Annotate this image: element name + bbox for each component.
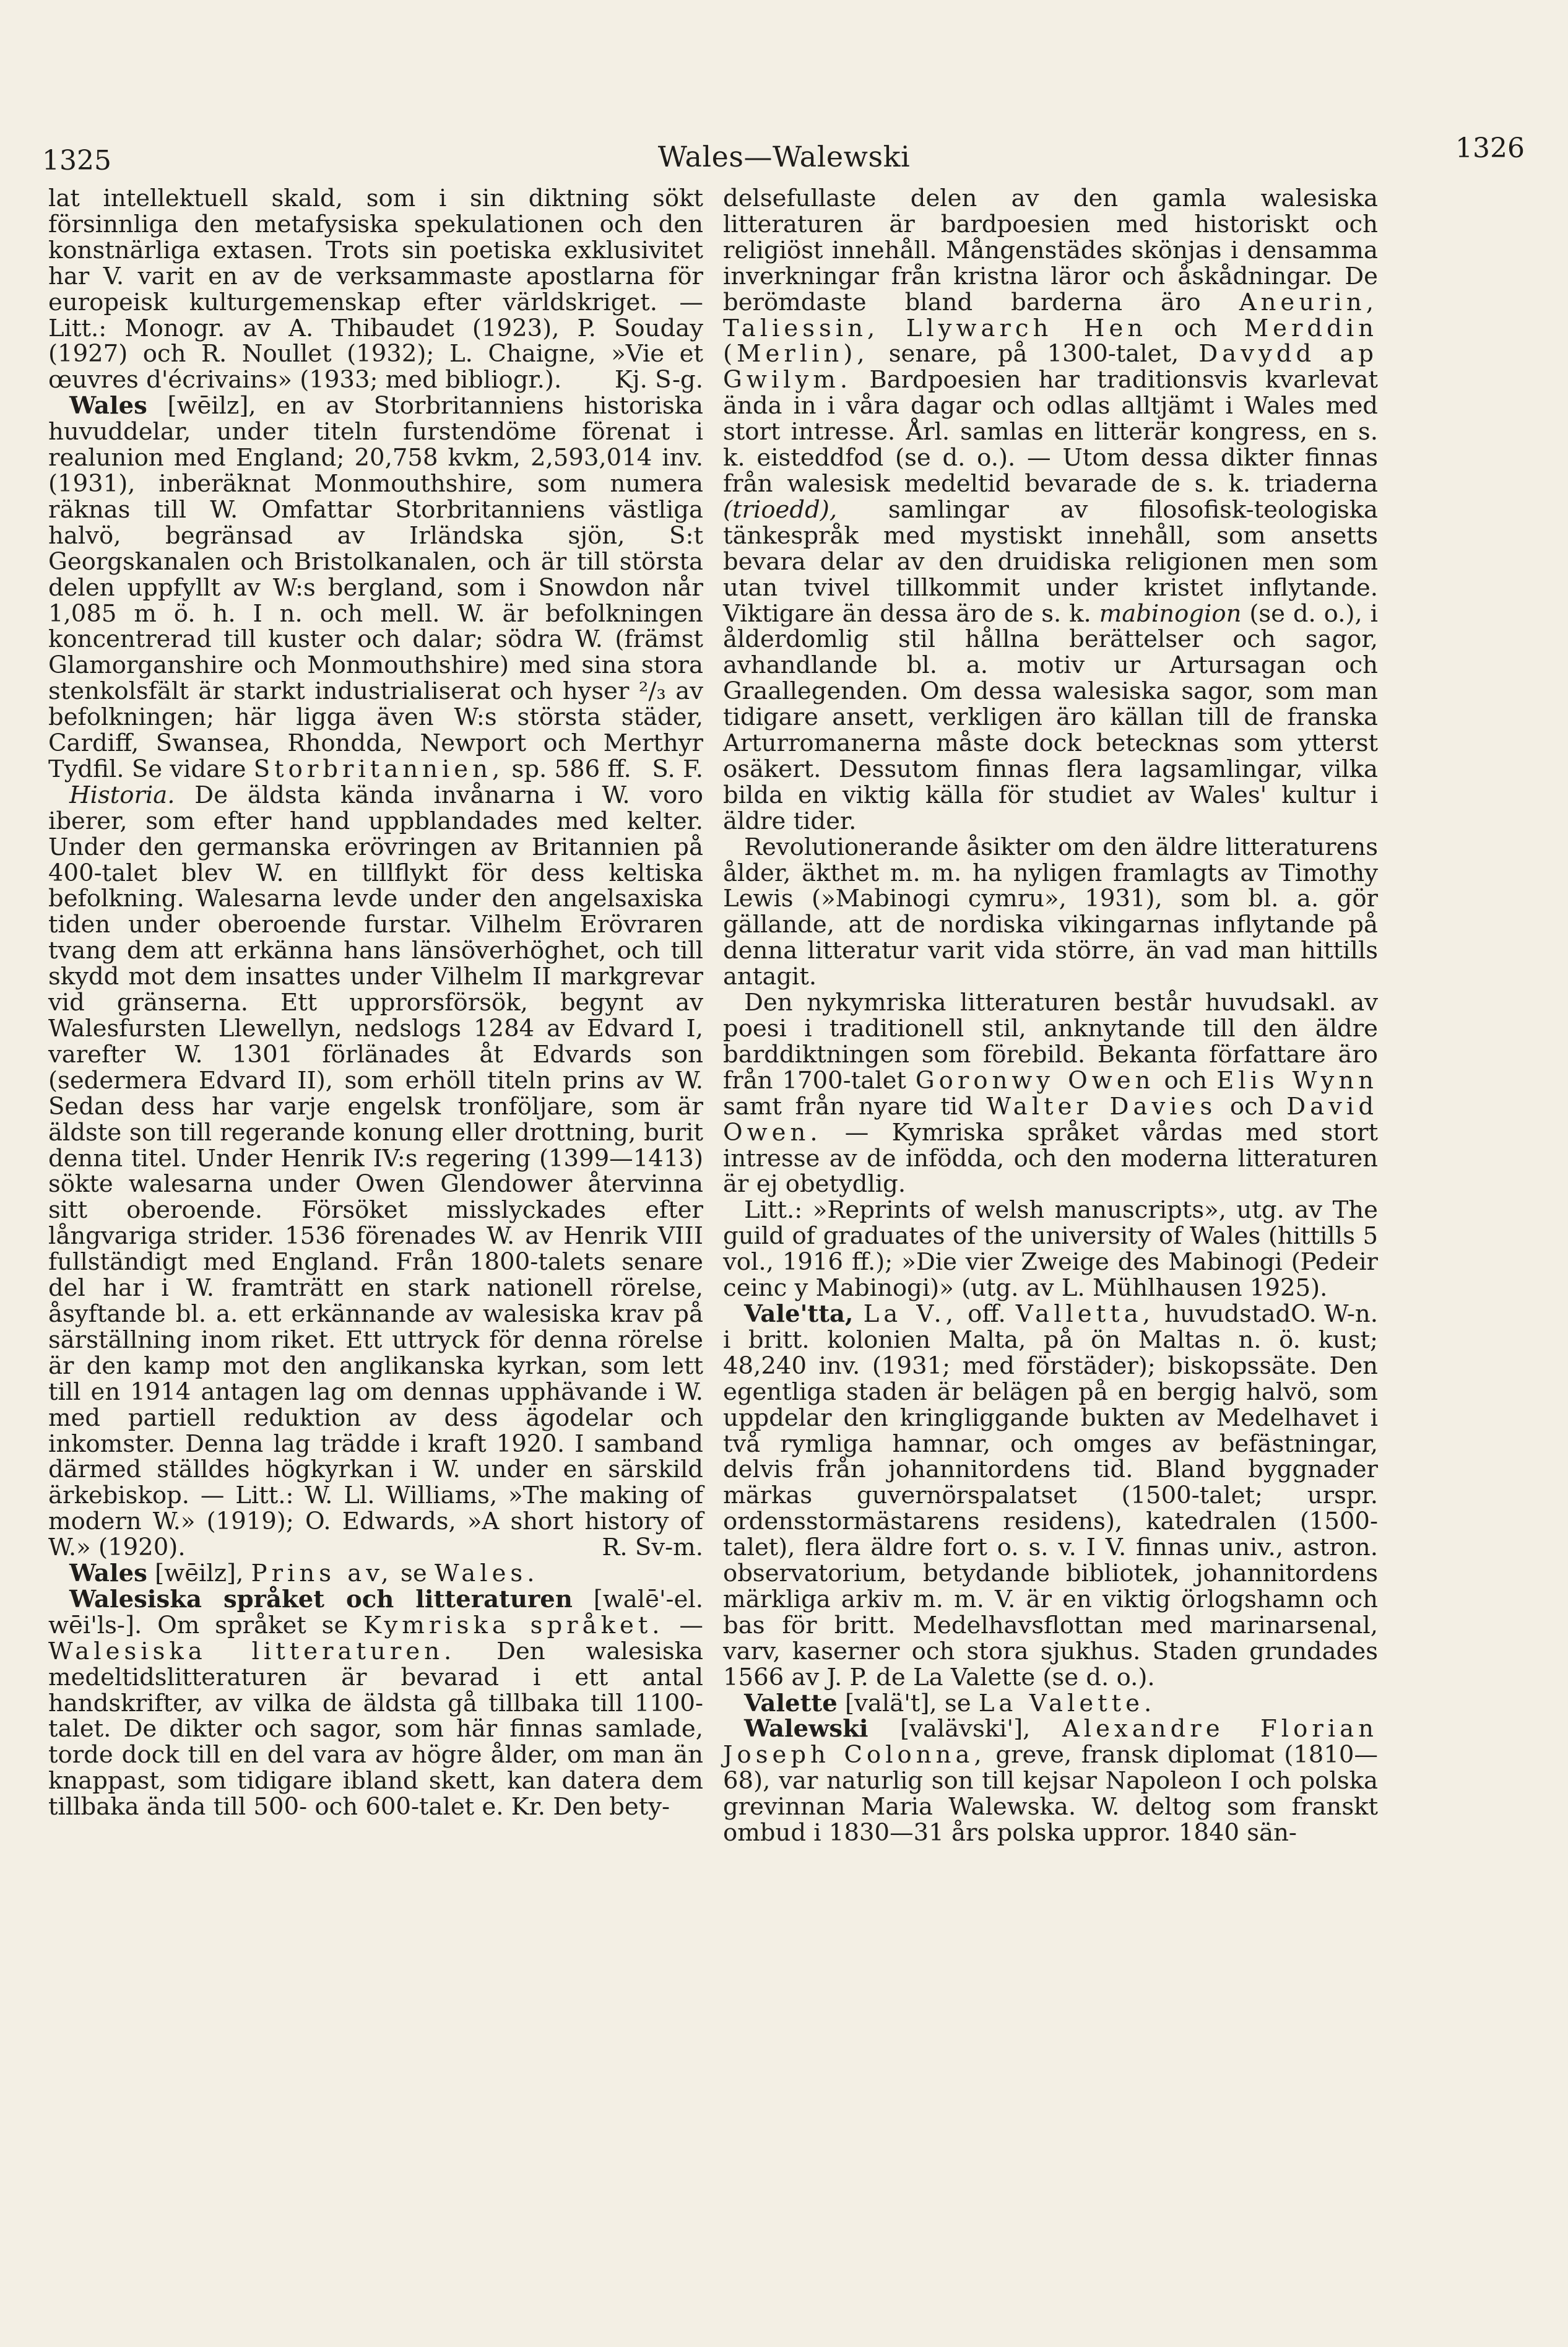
right-column xyxy=(723,186,1378,1846)
entry-valette: Valette [valä't], se La Valette. xyxy=(744,1689,1156,1717)
paragraph: Revolutionerande åsikter om den äldre litteraturens ålder, äkthet m. m. ha nyligen framlagts av Timothy Lewis (»Mabinogi cymru», 1931), som bl. a. gör gällande, att de nordiska vikingarnas inflytande på denna litteratur varit vida större, än vad man hittills antagit. xyxy=(723,833,1378,991)
entry-wales-prins: Wales [wēilz], Prins av, se Wales. xyxy=(69,1560,539,1588)
author-signature: Kj. S-g. xyxy=(614,366,703,394)
entry-walewski: Walewski [valävski'], Alexandre Florian Joseph Colonna, greve, fransk diplomat (1810—68), var naturlig son till kejsar Napoleon I och polska grevinnan Maria Walewska. W. deltog som franskt ombud i 1830—31 års polska uppror. 1840 sän- xyxy=(723,1715,1379,1847)
entry-section-historia: Historia. De äldsta kända invånarna i W. voro iberer, som efter hand uppblandades med kelter. Under den germanska erövringen av Britannien på 400-talet blev W. en tillflykt för dess keltiska befolkning. Walesarna levde under den angelsaxiska tiden under oberoende furstar. Vilhelm Erövraren tvang dem att erkänna hans länsöverhöghet, och till skydd mot dem insattes under Vilhelm II markgrevar vid gränserna. Ett upprorsförsök, begynt av Walesfursten Llewellyn, nedslogs 1284 av Edvard I, varefter W. 1301 förlänades åt Edvards son (sedermera Edvard II), som erhöll titeln prins av W. Sedan dess har varje engelsk tronföljare, som är äldste son till regerande konung eller drottning, burit denna titel. Under Henrik IV:s regering (1399—1413) sökte walesarna under Owen Glendower återvinna sitt oberoende. Försöket misslyckades efter långvariga strider. 1536 förenades W. av Henrik VIII fullständigt med England. Från 1800-talets senare del har i W. framträtt en stark nationell rörelse, åsyftande bl. a. ett erkännande av walesiska krav på särställning inom riket. Ett uttryck för denna rörelse är den kamp mot den anglikanska kyrkan, som lett till en 1914 antagen lag om dennas upphävande i W. med partiell reduktion av dess ägodelar och inkomster. Denna lag trädde i kraft 1920. I samband därmed ställdes högkyrkan i W. under en särskild ärkebiskop. — Litt.: W. Ll. Williams, »The making of modern W.» (1919); O. Edwards, »A short history of W.» (1920). R. Sv-m. xyxy=(48,781,703,1562)
literature-references: Litt.: »Reprints of welsh manuscripts», utg. av The guild of graduates of the university of Wales (hittills 5 vol., 1916 ff.); »Die vier Zweige des Mabinogi (Pedeir ceinc y Mabinogi)» (utg. av L. Mühlhausen 1925). O. W-n. xyxy=(723,1196,1378,1328)
headword: Walewski xyxy=(744,1715,868,1743)
paragraph: Den nykymriska litteraturen består huvudsakl. av poesi i traditionell stil, anknytande till den äldre barddiktningen som förebild. Bekanta författare äro från 1700-talet Goronwy Owen och Elis Wynn samt från nyare tid Walter Davies och David Owen. — Kymriska språket vårdas med stort intresse av de infödda, och den moderna litteraturen är ej obetydlig. xyxy=(723,989,1379,1199)
headword: Wales xyxy=(69,1560,147,1588)
section-label: Historia. xyxy=(69,781,175,809)
page-header xyxy=(0,128,1568,177)
entry-valetta: Vale'tta, La V., off. Valletta, huvudstad i britt. kolonien Malta, på ön Maltas n. ö. kust; 48,240 inv. (1931; med förstäder); biskopssäte. Den egentliga staden är belägen på en bergig halvö, som uppdelar den kringliggande bukten av Medelhavet i två rymliga hamnar, och omges av befästningar, delvis från johannitordens tid. Bland byggnader märkas guvernörspalatset (1500-talet; urspr. ordensstormästarens residens), katedralen (1500-talet), flera äldre fort o. s. v. I V. finnas univ., astron. observatorium, betydande bibliotek, johannitordens märkliga arkiv m. m. V. är en viktig örlogshamn och bas för britt. Medelhavsflottan med marinarsenal, varv, kaserner och stora sjukhus. Staden grundades 1566 av J. P. de La Valette (se d. o.). xyxy=(723,1299,1378,1691)
entry-continuation: lat intellektuell skald, som i sin diktning sökt försinnliga den metafysiska spekulationen och den konstnärliga extasen. Trots sin poetiska exklusivitet har V. varit en av de verksammaste apostlarna för europeisk kulturgemenskap efter världskriget. — Litt.: Monogr. av A. Thibaudet (1923), P. Souday (1927) och R. Noullet (1932); L. Chaigne, »Vie et œuvres d'écrivains» (1933; med bibliogr.). Kj. S-g. xyxy=(48,184,703,394)
cross-reference: Wales. xyxy=(434,1560,539,1588)
headword: Vale'tta, xyxy=(744,1299,854,1328)
entry-walesiska-continued: delsefullaste delen av den gamla walesiska litteraturen är bardpoesien med historiskt och religiöst innehåll. Mångenstädes skönjas i densamma inverkningar från kristna läror och åskådningar. De berömdaste bland barderna äro Aneurin, Taliessin, Llywarch Hen och Merddin (Merlin), senare, på 1300-talet, Davydd ap Gwilym. Bardpoesien har traditionsvis kvarlevat ända in i våra dagar och odlas alltjämt i Wales med stort intresse. Årl. samlas en litterär kongress, en s. k. eisteddfod (se d. o.). — Utom dessa dikter finnas från walesisk medeltid bevarade de s. k. triaderna (trioedd), samlingar av filosofisk-teologiska tänkespråk med mystiskt innehåll, som ansetts bevara delar av den druidiska religionen men som utan tvivel tillkommit under kristet inflytande. Viktigare än dessa äro de s. k. mabinogion (se d. o.), i ålderdomlig stil hållna berättelser och sagor, avhandlande bl. a. motiv ur Artursagan och Graallegenden. Om dessa walesiska sagor, som man tidigare ansett, verkligen äro källan till de franska Arturromanerna måste dock betecknas som ytterst osäkert. Dessutom finnas flera lagsamlingar, vilka bilda en viktig källa för studiet av Wales' kultur i äldre tider. xyxy=(723,184,1379,835)
author-signature: R. Sv-m. xyxy=(602,1534,703,1562)
cross-reference: Storbritannien, xyxy=(253,755,505,783)
page-number-left: 1325 xyxy=(42,145,111,176)
headword: Wales xyxy=(69,392,147,420)
entry-wales: Wales [wēilz], en av Storbritanniens historiska huvuddelar, under titeln furstendöme förenat i realunion med England; 20,758 kvkm, 2,593,014 inv. (1931), inberäknat Monmouthshire, som numera räknas till W. Omfattar Storbritanniens västliga halvö, begränsad av Irländska sjön, S:t Georgskanalen och Bristolkanalen, och är till största delen uppfyllt av W:s bergland, som i Snowdon når 1,085 m ö. h. I n. och mell. W. är befolkningen koncentrerad till kuster och dalar; södra W. (främst Glamorganshire och Monmouthshire) med sina stora stenkolsfält är starkt industrialiserat och hyser ²/₃ av befolkningen; här ligga även W:s största städer, Cardiff, Swansea, Rhondda, Newport och Merthyr Tydfil. Se vidare Storbritannien, sp. 586 ff. S. F. xyxy=(48,392,704,783)
cross-reference: Kymriska språket. xyxy=(363,1611,664,1639)
left-column xyxy=(48,186,703,1820)
headword: Walesiska språket och litteraturen xyxy=(69,1585,573,1613)
running-title: Wales—Walewski xyxy=(657,140,911,173)
entry-walesiska: Walesiska språket och litteraturen [walē'-el. wēi'ls-]. Om språket se Kymriska språket. — Walesiska litteraturen. Den walesiska medeltidslitteraturen är bevarad i ett antal handskrifter, av vilka de äldsta gå tillbaka till 1100-talet. De dikter och sagor, som här finnas samlade, torde dock till en del vara av högre ålder, om man än knappast, som tidigare ibland skett, kan datera dem tillbaka ända till 500- och 600-talet e. Kr. Den bety- xyxy=(48,1585,704,1821)
author-signature: O. W-n. xyxy=(1291,1299,1378,1328)
page-number-right: 1326 xyxy=(1455,132,1525,164)
headword: Valette xyxy=(744,1689,838,1717)
cross-reference: La Valette. xyxy=(978,1689,1156,1717)
author-signature: S. F. xyxy=(652,755,703,783)
